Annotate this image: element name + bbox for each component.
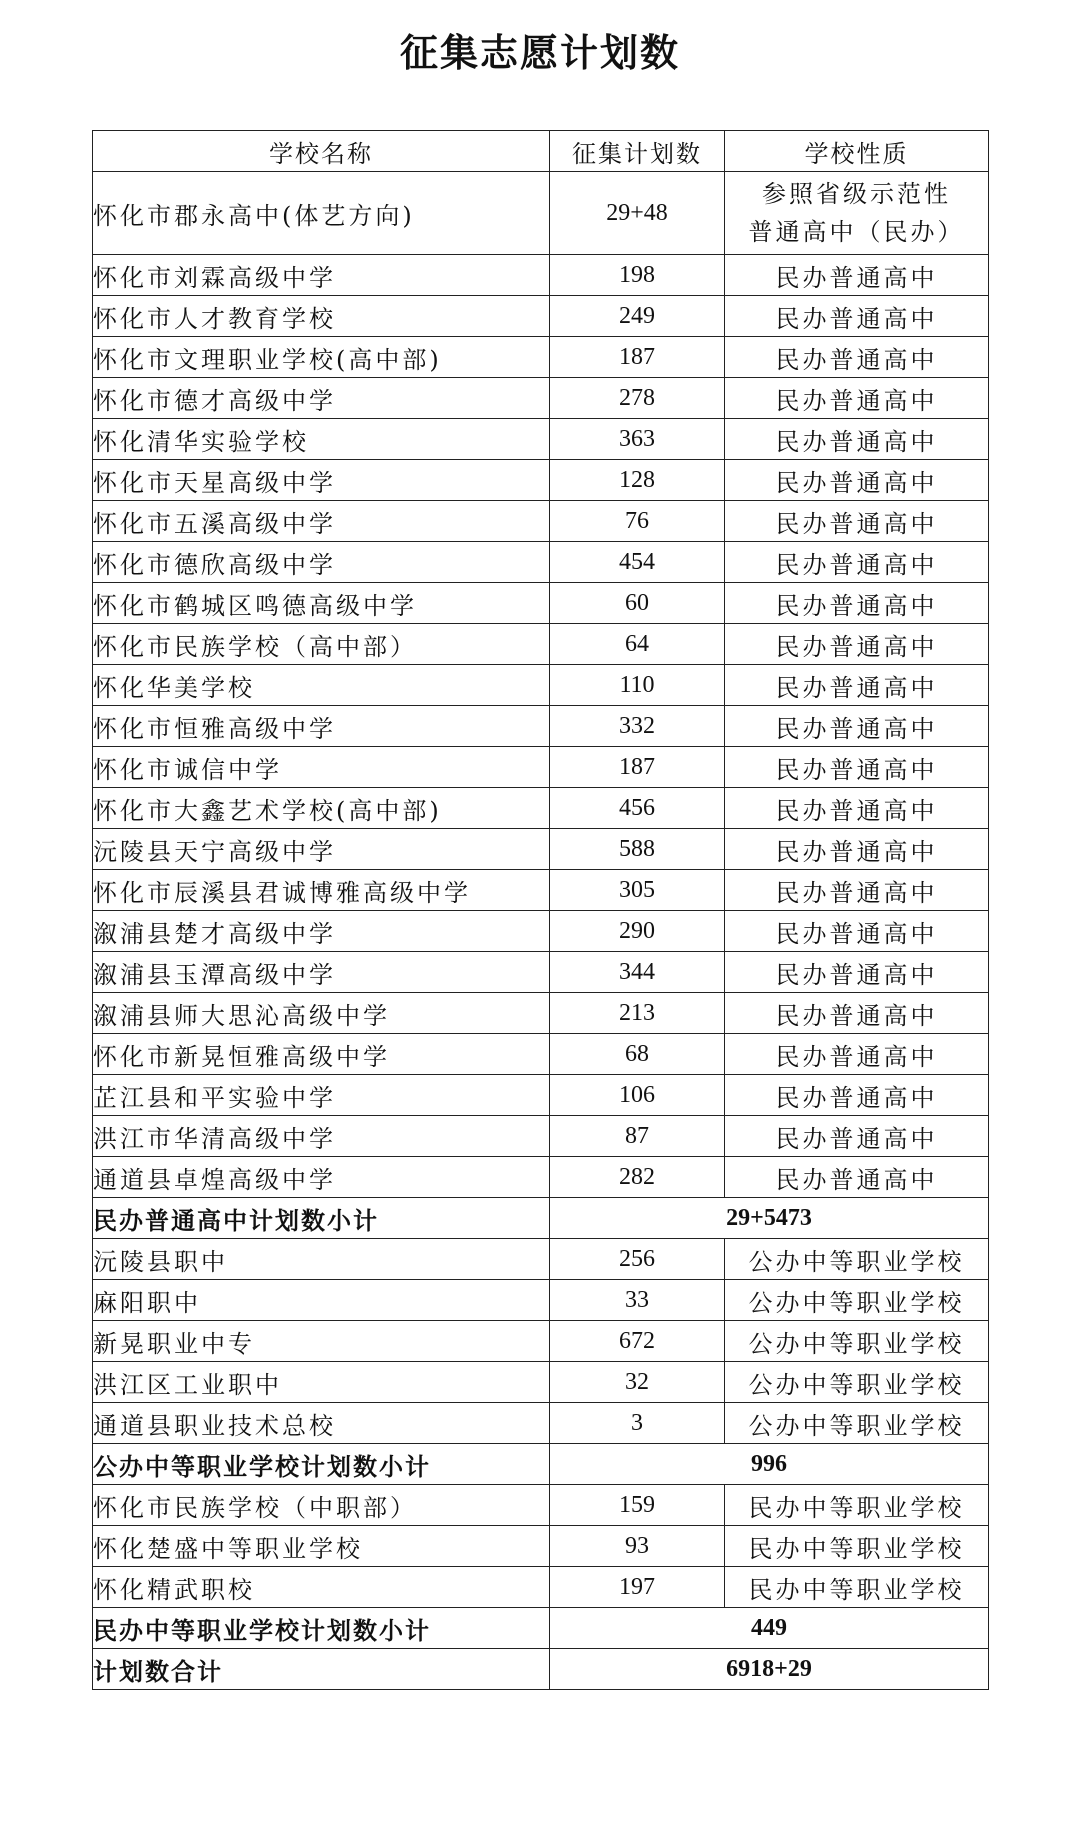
school-type: 民办普通高中 xyxy=(725,788,989,829)
subtotal-row-value: 449 xyxy=(550,1608,989,1649)
school-name: 怀化市文理职业学校(高中部) xyxy=(93,337,550,378)
plan-count: 290 xyxy=(550,911,725,952)
header-row xyxy=(93,131,989,172)
table-row xyxy=(93,1280,989,1321)
plan-count: 159 xyxy=(550,1485,725,1526)
subtotal-row xyxy=(93,1198,989,1239)
school-name: 洪江区工业职中 xyxy=(93,1362,550,1403)
school-name: 怀化精武职校 xyxy=(93,1567,550,1608)
school-type: 民办普通高中 xyxy=(725,460,989,501)
table-row xyxy=(93,829,989,870)
table-row xyxy=(93,993,989,1034)
school-name: 怀化市天星高级中学 xyxy=(93,460,550,501)
plan-count: 588 xyxy=(550,829,725,870)
school-name: 怀化市德才高级中学 xyxy=(93,378,550,419)
plan-count: 249 xyxy=(550,296,725,337)
school-name: 怀化市新晃恒雅高级中学 xyxy=(93,1034,550,1075)
table-row xyxy=(93,378,989,419)
plan-count: 332 xyxy=(550,706,725,747)
school-name: 怀化清华实验学校 xyxy=(93,419,550,460)
plan-count: 305 xyxy=(550,870,725,911)
plan-count: 110 xyxy=(550,665,725,706)
school-name: 溆浦县玉潭高级中学 xyxy=(93,952,550,993)
plan-count: 672 xyxy=(550,1321,725,1362)
table-row xyxy=(93,1567,989,1608)
school-type: 民办普通高中 xyxy=(725,419,989,460)
plan-table xyxy=(92,130,989,1690)
school-type: 民办普通高中 xyxy=(725,665,989,706)
table-row xyxy=(93,1034,989,1075)
school-name: 新晃职业中专 xyxy=(93,1321,550,1362)
school-type: 民办普通高中 xyxy=(725,1034,989,1075)
table-row xyxy=(93,624,989,665)
school-type: 民办普通高中 xyxy=(725,829,989,870)
subtotal-row-label: 公办中等职业学校计划数小计 xyxy=(93,1444,550,1485)
plan-count: 93 xyxy=(550,1526,725,1567)
school-type: 民办普通高中 xyxy=(725,378,989,419)
plan-count: 29+48 xyxy=(550,172,725,255)
plan-count: 278 xyxy=(550,378,725,419)
subtotal-row xyxy=(93,1608,989,1649)
table-row xyxy=(93,419,989,460)
plan-count: 363 xyxy=(550,419,725,460)
school-name: 沅陵县职中 xyxy=(93,1239,550,1280)
school-name: 怀化华美学校 xyxy=(93,665,550,706)
plan-count: 282 xyxy=(550,1157,725,1198)
table-row xyxy=(93,788,989,829)
school-name: 怀化市刘霖高级中学 xyxy=(93,255,550,296)
school-type: 民办普通高中 xyxy=(725,993,989,1034)
school-name: 沅陵县天宁高级中学 xyxy=(93,829,550,870)
table-row xyxy=(93,1362,989,1403)
plan-count: 32 xyxy=(550,1362,725,1403)
plan-count: 344 xyxy=(550,952,725,993)
plan-count: 64 xyxy=(550,624,725,665)
table-row xyxy=(93,172,989,255)
school-type-line: 普通高中（民办） xyxy=(748,218,965,246)
school-name: 怀化市郡永高中(体艺方向) xyxy=(93,172,550,255)
school-type: 民办普通高中 xyxy=(725,706,989,747)
plan-table-body xyxy=(93,172,989,1690)
table-row xyxy=(93,1157,989,1198)
school-name: 怀化市人才教育学校 xyxy=(93,296,550,337)
plan-count: 106 xyxy=(550,1075,725,1116)
school-type: 民办普通高中 xyxy=(725,337,989,378)
school-type: 民办普通高中 xyxy=(725,911,989,952)
page-title: 征集志愿计划数 xyxy=(399,31,680,75)
school-type: 民办中等职业学校 xyxy=(725,1485,989,1526)
school-type: 民办普通高中 xyxy=(725,583,989,624)
school-name: 怀化市鹤城区鸣德高级中学 xyxy=(93,583,550,624)
school-name: 怀化市诚信中学 xyxy=(93,747,550,788)
school-type: 公办中等职业学校 xyxy=(725,1280,989,1321)
school-name: 麻阳职中 xyxy=(93,1280,550,1321)
plan-count: 60 xyxy=(550,583,725,624)
school-type: 民办普通高中 xyxy=(725,1157,989,1198)
plan-count: 213 xyxy=(550,993,725,1034)
subtotal-row-value: 29+5473 xyxy=(550,1198,989,1239)
table-row xyxy=(93,296,989,337)
table-row xyxy=(93,1321,989,1362)
school-name: 怀化市恒雅高级中学 xyxy=(93,706,550,747)
table-row xyxy=(93,337,989,378)
school-name: 怀化市五溪高级中学 xyxy=(93,501,550,542)
grand-total-row-label: 计划数合计 xyxy=(93,1649,550,1690)
school-name: 溆浦县楚才高级中学 xyxy=(93,911,550,952)
school-type: 民办普通高中 xyxy=(725,255,989,296)
table-row xyxy=(93,747,989,788)
table-row xyxy=(93,501,989,542)
plan-count: 197 xyxy=(550,1567,725,1608)
header-school-type: 学校性质 xyxy=(725,131,989,172)
school-name: 溆浦县师大思沁高级中学 xyxy=(93,993,550,1034)
school-type: 公办中等职业学校 xyxy=(725,1403,989,1444)
plan-count: 198 xyxy=(550,255,725,296)
school-type: 民办普通高中 xyxy=(725,624,989,665)
table-row xyxy=(93,1075,989,1116)
school-type xyxy=(725,172,989,255)
school-type: 民办普通高中 xyxy=(725,542,989,583)
grand-total-row xyxy=(93,1649,989,1690)
school-type: 民办普通高中 xyxy=(725,870,989,911)
school-name: 怀化市大鑫艺术学校(高中部) xyxy=(93,788,550,829)
table-row xyxy=(93,583,989,624)
school-type: 公办中等职业学校 xyxy=(725,1362,989,1403)
plan-count: 456 xyxy=(550,788,725,829)
table-row xyxy=(93,952,989,993)
school-name: 洪江市华清高级中学 xyxy=(93,1116,550,1157)
table-row xyxy=(93,542,989,583)
plan-count: 454 xyxy=(550,542,725,583)
table-row xyxy=(93,1485,989,1526)
plan-count: 128 xyxy=(550,460,725,501)
school-name: 怀化市民族学校（高中部） xyxy=(93,624,550,665)
table-row xyxy=(93,1239,989,1280)
school-name: 怀化市德欣高级中学 xyxy=(93,542,550,583)
subtotal-row xyxy=(93,1444,989,1485)
plan-count: 68 xyxy=(550,1034,725,1075)
subtotal-row-label: 民办普通高中计划数小计 xyxy=(93,1198,550,1239)
table-row xyxy=(93,255,989,296)
school-type-line: 参照省级示范性 xyxy=(762,180,951,208)
plan-count: 76 xyxy=(550,501,725,542)
subtotal-row-label: 民办中等职业学校计划数小计 xyxy=(93,1608,550,1649)
school-type: 民办普通高中 xyxy=(725,747,989,788)
school-name: 怀化市辰溪县君诚博雅高级中学 xyxy=(93,870,550,911)
table-row xyxy=(93,911,989,952)
subtotal-row-value: 996 xyxy=(550,1444,989,1485)
plan-count: 87 xyxy=(550,1116,725,1157)
plan-count: 33 xyxy=(550,1280,725,1321)
school-type: 民办普通高中 xyxy=(725,296,989,337)
table-row xyxy=(93,460,989,501)
school-type: 公办中等职业学校 xyxy=(725,1321,989,1362)
table-row xyxy=(93,1526,989,1567)
header-plan-count: 征集计划数 xyxy=(550,131,725,172)
plan-count: 187 xyxy=(550,337,725,378)
school-name: 怀化楚盛中等职业学校 xyxy=(93,1526,550,1567)
header-school-name: 学校名称 xyxy=(93,131,550,172)
plan-count: 256 xyxy=(550,1239,725,1280)
school-name: 怀化市民族学校（中职部） xyxy=(93,1485,550,1526)
school-type: 民办中等职业学校 xyxy=(725,1567,989,1608)
table-row xyxy=(93,665,989,706)
school-type: 民办普通高中 xyxy=(725,1116,989,1157)
school-type: 公办中等职业学校 xyxy=(725,1239,989,1280)
school-type: 民办普通高中 xyxy=(725,952,989,993)
table-row xyxy=(93,1403,989,1444)
grand-total-row-value: 6918+29 xyxy=(550,1649,989,1690)
school-type: 民办普通高中 xyxy=(725,501,989,542)
plan-count: 3 xyxy=(550,1403,725,1444)
school-name: 通道县职业技术总校 xyxy=(93,1403,550,1444)
table-row xyxy=(93,1116,989,1157)
school-type: 民办中等职业学校 xyxy=(725,1526,989,1567)
plan-count: 187 xyxy=(550,747,725,788)
table-row xyxy=(93,870,989,911)
table-row xyxy=(93,706,989,747)
school-type: 民办普通高中 xyxy=(725,1075,989,1116)
school-name: 通道县卓煌高级中学 xyxy=(93,1157,550,1198)
school-name: 芷江县和平实验中学 xyxy=(93,1075,550,1116)
